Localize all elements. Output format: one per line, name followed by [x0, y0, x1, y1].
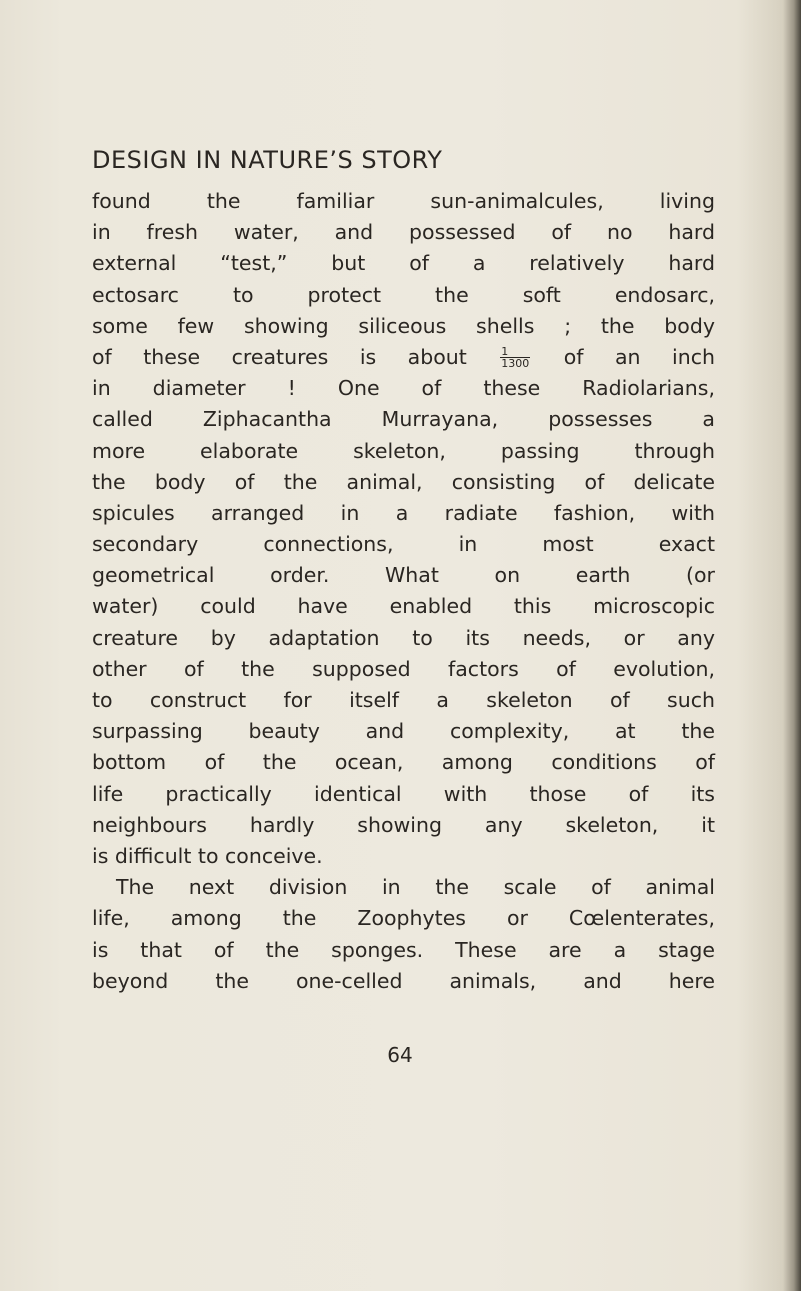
text-line: to construct for itself a skeleton of such	[92, 688, 715, 712]
text-line: in diameter ! One of these Radiolarians,	[92, 376, 715, 401]
text-line: creature by adaptation to its needs, or any	[92, 625, 715, 650]
running-head: DESIGN IN NATURE’S STORY	[92, 146, 443, 174]
text-line: more elaborate skeleton, passing through	[92, 438, 715, 463]
fraction-denominator: 1300	[501, 357, 530, 371]
text-line: ectosarc to protect the soft endosarc,	[92, 282, 715, 307]
text-line: external “test,” but of a relatively hard	[92, 251, 715, 276]
text-line: water) could have enabled this microscopic	[92, 594, 715, 619]
paragraph-first-line: The next division in the scale of animal	[116, 875, 715, 900]
text-line: neighbours hardly showing any skeleton, it	[92, 812, 715, 837]
text-line: found the familiar sun-animalcules, living	[92, 189, 715, 213]
text-line: bottom of the ocean, among conditions of	[92, 750, 715, 775]
text-line: other of the supposed factors of evolution,	[92, 656, 715, 681]
text-segment: of these creatures is about	[92, 344, 467, 369]
paragraph-end-line: is difficult to conceive.	[92, 843, 323, 868]
text-line-with-fraction	[92, 342, 715, 373]
fraction	[500, 346, 530, 369]
text-line: spicules arranged in a radiate fashion, with	[92, 500, 715, 525]
text-line: beyond the one-celled animals, and here	[92, 968, 715, 993]
text-line: some few showing siliceous shells ; the body	[92, 313, 715, 338]
page-edge-shadow	[783, 0, 801, 1291]
fraction-numerator: 1	[500, 346, 530, 358]
body-text	[92, 186, 715, 997]
text-line: life practically identical with those of its	[92, 781, 715, 806]
text-line: surpassing beauty and complexity, at the	[92, 719, 715, 744]
text-line: in fresh water, and possessed of no hard	[92, 220, 715, 245]
text-line: called Ziphacantha Murrayana, possesses a	[92, 407, 715, 432]
text-line: the body of the animal, consisting of delicate	[92, 469, 715, 494]
text-line: geometrical order. What on earth (or	[92, 563, 715, 588]
text-segment: of an inch	[563, 344, 715, 369]
page-number: 64	[387, 1043, 413, 1067]
text-line: life, among the Zoophytes or Cœlenterates,	[92, 906, 715, 931]
text-line: is that of the sponges. These are a stage	[92, 937, 715, 962]
text-line: secondary connections, in most exact	[92, 532, 715, 557]
